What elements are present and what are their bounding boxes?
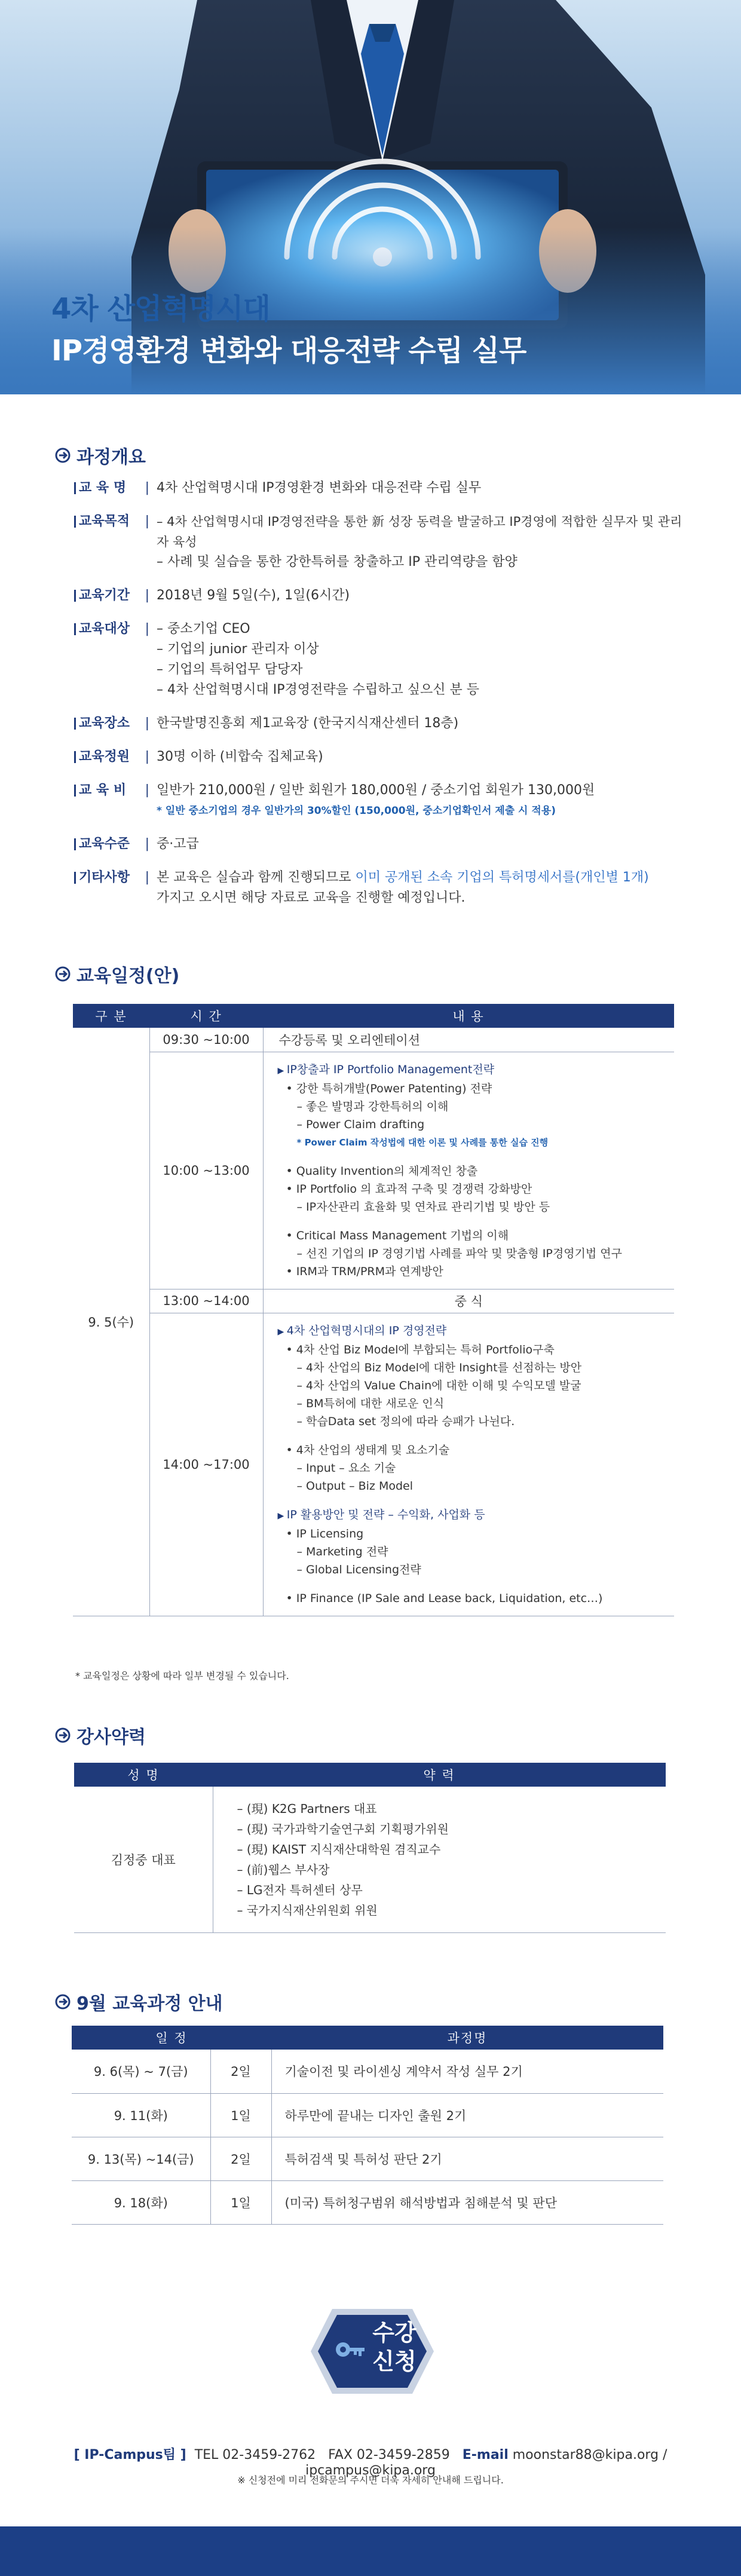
section-title-september — [55, 1989, 223, 2015]
fee-discount-note: * 일반 중소기업의 경우 일반가의 30%할인 (150,000원, 중소기업확인서 제출 시 적용) — [157, 805, 556, 817]
overview-value — [157, 619, 688, 700]
overview-line: – 4차 산업혁명시대 IP경영전략을 수립하고 싶으신 분 등 — [157, 682, 479, 697]
column-header: 내 용 — [263, 1004, 674, 1028]
schedule-item: • IP Finance (IP Sale and Lease back, Liquidation, etc…) — [278, 1589, 660, 1607]
apply-label-line2: 신청 — [372, 2348, 417, 2375]
overview-line: 일반가 210,000원 / 일반 회원가 180,000원 / 중소기업 회원가 130,000원 — [157, 783, 595, 798]
schedule-item: ▶ 4차 산업혁명시대의 IP 경영전략 — [278, 1322, 660, 1341]
spacer — [278, 1431, 660, 1441]
schedule-item: • 강한 특허개발(Power Patenting) 전략 — [278, 1080, 660, 1098]
schedule-item: • Critical Mass Management 기법의 이해 — [278, 1227, 660, 1245]
overview-row-location — [79, 713, 688, 734]
spacer — [278, 1216, 660, 1227]
overview-row-etc — [79, 868, 688, 908]
overview-row-fee — [79, 780, 688, 821]
hero-title-line1: 4차 산업혁명시대 — [51, 292, 270, 326]
contact-email-label: E-mail — [462, 2448, 509, 2462]
etc-highlight: 이미 공개된 소속 기업의 특허명세서를(개인별 1개) — [355, 870, 649, 885]
schedule-block-afternoon — [264, 1313, 675, 1616]
schedule-item: – 4차 산업의 Value Chain에 대한 이해 및 수익모델 발굴 — [296, 1379, 581, 1392]
schedule-item: • Quality Invention의 체계적인 창출 — [278, 1162, 660, 1180]
schedule-item: – Global Licensing전략 — [296, 1563, 421, 1576]
schedule-item: – Output – Biz Model — [296, 1479, 413, 1493]
contact-team: [ IP-Campus팀 ] — [74, 2448, 186, 2462]
course-days: 2일 — [210, 2137, 271, 2180]
schedule-item: • 4차 산업 Biz Model에 부합되는 특허 Portfolio구축 — [278, 1341, 660, 1359]
column-header: 시 간 — [149, 1004, 263, 1028]
course-name: 특허검색 및 특허성 판단 2기 — [271, 2137, 663, 2180]
section-title-text: 과정개요 — [76, 447, 146, 468]
column-header: 구 분 — [73, 1004, 149, 1028]
column-header: 성 명 — [74, 1763, 213, 1787]
bio-line: – LG전자 특허센터 상무 — [237, 1883, 363, 1897]
arrow-circle-icon — [55, 448, 71, 463]
bio-line: – (前)웹스 부사장 — [237, 1863, 330, 1877]
schedule-item: – 학습Data set 정의에 따라 승패가 나뉜다. — [296, 1414, 515, 1428]
schedule-date: 9. 5(수) — [73, 1028, 149, 1616]
course-date: 9. 18(화) — [72, 2180, 210, 2224]
overview-label: 교 육 비 | — [79, 780, 157, 821]
overview-line: – 중소기업 CEO — [157, 621, 250, 636]
overview-value: 한국발명진흥회 제1교육장 (한국지식재산센터 18층) — [157, 716, 459, 731]
instructor-header-row — [74, 1763, 666, 1787]
column-header: 일 정 — [72, 2026, 271, 2050]
section-title-text: 9월 교육과정 안내 — [76, 1993, 223, 2014]
schedule-content — [263, 1313, 674, 1616]
overview-list — [79, 478, 688, 908]
table-row — [72, 2050, 663, 2093]
schedule-item: – IP자산관리 효율화 및 연차료 관리기법 및 방안 등 — [296, 1200, 550, 1214]
schedule-item: ▶ IP 활용방안 및 전략 – 수익화, 사업화 등 — [278, 1506, 660, 1525]
course-date: 9. 11(화) — [72, 2093, 210, 2137]
instructor-name: 김정중 대표 — [74, 1787, 213, 1933]
column-header: 약 력 — [213, 1763, 666, 1787]
schedule-item: • IP Portfolio 의 효과적 구축 및 경쟁력 강화방안 — [278, 1180, 660, 1198]
spacer — [278, 1151, 660, 1162]
overview-label: 기타사항 | — [79, 868, 157, 908]
overview-row-target — [79, 619, 688, 700]
overview-label: 교육수준 | — [79, 834, 157, 854]
schedule-item: – 좋은 발명과 강한특허의 이해 — [296, 1099, 449, 1113]
schedule-item: ▶ IP창출과 IP Portfolio Management전략 — [278, 1061, 660, 1080]
contact-tel: TEL 02-3459-2762 — [194, 2448, 316, 2462]
overview-value: 4차 산업혁명시대 IP경영환경 변화와 대응전략 수립 실무 — [157, 480, 482, 495]
schedule-row — [73, 1028, 674, 1052]
schedule-item: * Power Claim 작성법에 대한 이론 및 사례를 통한 실습 진행 — [296, 1137, 549, 1148]
footer-bar — [0, 2526, 741, 2576]
schedule-time: 13:00 ~14:00 — [149, 1289, 263, 1313]
overview-label: 교 육 명 | — [79, 478, 157, 498]
bio-line: – (現) KAIST 지식재산대학원 겸직교수 — [237, 1842, 441, 1857]
schedule-item: – BM특허에 대한 새로운 인식 — [296, 1396, 445, 1410]
etc-text: 본 교육은 실습과 함께 진행되므로 — [157, 870, 356, 885]
table-row — [72, 2137, 663, 2180]
table-row — [72, 2180, 663, 2224]
overview-value — [157, 511, 688, 572]
overview-line: 가지고 오시면 해당 자료로 교육을 진행할 예정입니다. — [157, 890, 466, 905]
course-name: 하루만에 끝내는 디자인 출원 2기 — [271, 2093, 663, 2137]
overview-line: – 기업의 junior 관리자 이상 — [157, 642, 319, 657]
course-date: 9. 6(목) ~ 7(금) — [72, 2050, 210, 2093]
bio-line: – (現) 국가과학기술연구회 기획평가위원 — [237, 1822, 449, 1836]
overview-line: – 사례 및 실습을 통한 강한특허를 창출하고 IP 관리역량을 함양 — [157, 555, 518, 569]
overview-label: 교육기간 | — [79, 586, 157, 606]
schedule-item: – Marketing 전략 — [296, 1545, 388, 1558]
contact-email[interactable]: moonstar88@kipa.org / ipcampus@kipa.org — [305, 2448, 667, 2478]
overview-label: 교육대상 | — [79, 619, 157, 700]
course-date: 9. 13(목) ~14(금) — [72, 2137, 210, 2180]
schedule-item: – 선진 기업의 IP 경영기법 사례를 파악 및 맞춤형 IP경영기법 연구 — [296, 1246, 623, 1260]
overview-row-period — [79, 586, 688, 606]
schedule-item: • IRM과 TRM/PRM과 연계방안 — [278, 1263, 660, 1281]
schedule-row — [73, 1313, 674, 1616]
section-title-schedule — [55, 961, 179, 987]
overview-row-capacity — [79, 747, 688, 767]
schedule-content — [263, 1052, 674, 1289]
arrow-circle-icon — [55, 966, 71, 982]
section-title-text: 교육일정(안) — [76, 966, 180, 987]
arrow-circle-icon — [55, 1994, 71, 2010]
schedule-block-morning — [264, 1052, 675, 1289]
bio-line: – 국가지식재산위원회 위원 — [237, 1903, 378, 1918]
bio-line: – (現) K2G Partners 대표 — [237, 1802, 377, 1816]
course-days: 2일 — [210, 2050, 271, 2093]
spacer — [278, 1495, 660, 1506]
overview-row-title — [79, 478, 688, 498]
apply-label-line1: 수강 — [372, 2320, 417, 2346]
apply-button-label[interactable] — [359, 2318, 430, 2376]
overview-value — [157, 780, 688, 821]
section-title-instructor — [55, 1722, 146, 1748]
contact-note: ※ 신청전에 미리 전화문의 주시면 더욱 자세히 안내해 드립니다. — [237, 2474, 504, 2486]
schedule-item: • 4차 산업의 생태계 및 요소기술 — [278, 1441, 660, 1459]
schedule-content: 중 식 — [263, 1289, 674, 1313]
schedule-time: 09:30 ~10:00 — [149, 1028, 263, 1052]
instructor-table — [74, 1763, 666, 1933]
overview-line: – 4차 산업혁명시대 IP경영전략을 통한 新 성장 동력을 발굴하고 IP경영에 적합한 실무자 및 관리자 육성 — [157, 514, 682, 549]
overview-label: 교육장소 | — [79, 713, 157, 734]
schedule-row — [73, 1052, 674, 1289]
overview-line: – 기업의 특허업무 담당자 — [157, 662, 303, 677]
overview-value — [157, 868, 688, 908]
september-header-row — [72, 2026, 663, 2050]
table-row — [72, 2093, 663, 2137]
overview-row-purpose — [79, 511, 688, 572]
overview-row-level — [79, 834, 688, 854]
hero-title-line2: IP경영환경 변화와 대응전략 수립 실무 — [51, 334, 526, 367]
instructor-row — [74, 1787, 666, 1933]
contact-fax: FAX 02-3459-2859 — [328, 2448, 450, 2462]
section-title-overview — [55, 442, 146, 468]
schedule-item: • IP Licensing — [278, 1525, 660, 1543]
schedule-content: 수강등록 및 오리엔테이션 — [263, 1028, 674, 1052]
course-days: 1일 — [210, 2180, 271, 2224]
overview-label: 교육정원 | — [79, 747, 157, 767]
september-course-table — [72, 2026, 663, 2225]
instructor-bio — [213, 1787, 666, 1933]
spacer — [278, 1579, 660, 1589]
overview-line — [157, 868, 688, 888]
overview-value: 30명 이하 (비합숙 집체교육) — [157, 749, 323, 764]
overview-label: 교육목적 | — [79, 511, 157, 572]
schedule-header-row — [73, 1004, 674, 1028]
section-title-text: 강사약력 — [76, 1727, 146, 1748]
column-header: 과정명 — [271, 2026, 663, 2050]
schedule-footnote: * 교육일정은 상황에 따라 일부 변경될 수 있습니다. — [75, 1670, 289, 1681]
course-name: (미국) 특허청구범위 해석방법과 침해분석 및 판단 — [271, 2180, 663, 2224]
course-name: 기술이전 및 라이센싱 계약서 작성 실무 2기 — [271, 2050, 663, 2093]
overview-value: 중·고급 — [157, 837, 199, 851]
schedule-item: – Input – 요소 기술 — [296, 1461, 396, 1475]
hero-banner — [0, 0, 741, 394]
schedule-row — [73, 1289, 674, 1313]
schedule-time: 10:00 ~13:00 — [149, 1052, 263, 1289]
overview-value: 2018년 9월 5일(수), 1일(6시간) — [157, 588, 350, 603]
arrow-circle-icon — [55, 1727, 71, 1743]
schedule-item: – Power Claim drafting — [296, 1117, 425, 1131]
schedule-time: 14:00 ~17:00 — [149, 1313, 263, 1616]
schedule-table — [73, 1004, 674, 1616]
schedule-item: – 4차 산업의 Biz Model에 대한 Insight를 선점하는 방안 — [296, 1361, 582, 1374]
course-days: 1일 — [210, 2093, 271, 2137]
